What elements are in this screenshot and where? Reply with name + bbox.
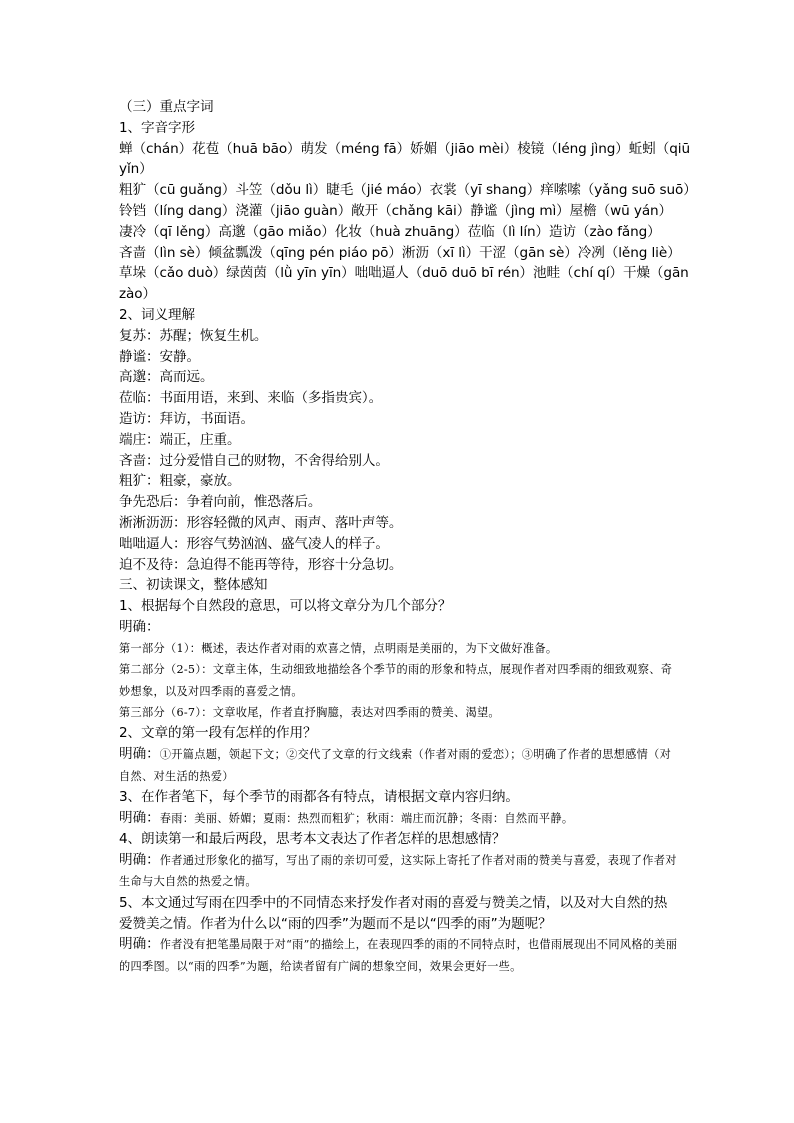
definition-line: 争先恐后：争着向前，惟恐落后。 [119,494,322,511]
pronunciation-line: 蝉（chán）花苞（huā bāo）萌发（méng fā）娇媚（jiāo mèi）棱镜（léng jìng）蚯蚓（qiū [119,140,690,157]
answer-lead: 明确： [119,746,160,763]
document-body [119,97,697,977]
pronunciation-line: 粗犷（cū guǎng）斗笠（dǒu lì）睫毛（jié máo）衣裳（yī shang）痒嗦嗦（yǎng suō suō） [119,182,697,199]
definition-line: 迫不及待：急迫得不能再等待，形容十分急切。 [119,556,403,573]
pronunciation-line: 铃铛（líng dang）浇灌（jiāo guàn）敞开（chǎng kāi）静谧（jìng mì）屋檐（wū yán） [119,202,673,219]
answer-lead: 明确： [119,936,160,953]
pronunciation-line: zào） [119,286,156,303]
section-title-reading: 三、初读课文，整体感知 [119,577,268,594]
answer-4 [119,850,679,893]
answer-2 [119,744,679,787]
subsection-title-pronunciation: 1、字音字形 [119,119,196,136]
answer-text: ①开篇点题，领起下文；②交代了文章的行文线索（作者对雨的爱恋）；③明确了作者的思想感情（对自然、对生活的热爱） [119,748,672,783]
definition-line: 端庄：端正，庄重。 [119,431,241,448]
definition-line: 复苏：苏醒；恢复生机。 [119,327,268,344]
answer-part-1: 第一部分（1）：概述，表达作者对雨的欢喜之情，点明雨是美丽的，为下文做好准备。 [119,641,558,655]
subsection-title-definitions: 2、词义理解 [119,306,196,323]
question-1: 1、根据每个自然段的意思，可以将文章分为几个部分？ [119,598,452,615]
answer-lead: 明确： [119,809,160,826]
definition-line: 莅临：书面用语，来到、来临（多指贵宾）。 [119,390,383,407]
answer-text: 作者没有把笔墨局限于对“雨”的描绘上，在表现四季的雨的不同特点时，也借雨展现出不同风格的美丽的四季图。以“雨的四季”为题，给读者留有广阔的想象空间，效果会更好一些。 [119,938,678,973]
answer-text: 春雨：美丽、娇媚；夏雨：热烈而粗犷；秋雨：端庄而沉静；冬雨：自然而平静。 [159,811,574,825]
answer-text: 作者通过形象化的描写，写出了雨的亲切可爱，这实际上寄托了作者对雨的赞美与喜爱，表现了作者对生命与大自然的热爱之情。 [119,853,677,889]
definition-line: 静谧：安静。 [119,348,200,365]
pronunciation-line: 凄冷（qī lěng）高邈（gāo miǎo）化妆（huà zhuāng）莅临（lì lín）造访（zào fǎng） [119,223,661,240]
definition-line: 淅淅沥沥：形容轻微的风声、雨声、落叶声等。 [119,514,403,531]
definition-line: 造访：拜访，书面语。 [119,410,254,427]
question-5: 5、本文通过写雨在四季中的不同情态来抒发作者对雨的喜爱与赞美之情，以及对大自然的热爱赞美之情。作者为什么以“雨的四季”为题而不是以“四季的雨”为题呢？ [119,894,668,932]
answer-part-2: 第二部分（2-5）：文章主体，生动细致地描绘各个季节的雨的形象和特点，展现作者对四季雨的细致观察、奇妙想象，以及对四季雨的喜爱之情。 [119,663,673,698]
answer-lead: 明确： [119,851,160,868]
answer-part-3: 第三部分（6-7）：文章收尾，作者直抒胸臆，表达对四季雨的赞美、渴望。 [119,705,500,719]
question-4: 4、朗读第一和最后两段，思考本文表达了作者怎样的思想感情？ [119,831,506,848]
answer-lead: 明确： [119,618,160,635]
pronunciation-line: 草垛（cǎo duò）绿茵茵（lǜ yīn yīn）咄咄逼人（duō duō bī rén）池畦（chí qí）干燥（gān [119,265,689,282]
section-title-key-words: （三）重点字词 [119,99,214,115]
definition-line: 咄咄逼人：形容气势汹汹、盛气凌人的样子。 [119,535,389,552]
definition-line: 粗犷：粗豪，豪放。 [119,473,241,490]
question-2: 2、文章的第一段有怎样的作用？ [119,725,317,742]
question-3: 3、在作者笔下，每个季节的雨都各有特点，请根据文章内容归纳。 [119,788,519,805]
definition-line: 吝啬：过分爱惜自己的财物，不舍得给别人。 [119,452,389,469]
pronunciation-line: yǐn） [119,161,153,178]
answer-3 [119,808,679,829]
definition-line: 高邈：高而远。 [119,369,214,386]
pronunciation-line: 吝啬（lìn sè）倾盆瓢泼（qīng pén piáo pō）淅沥（xī lì）干涩（gān sè）冷冽（lěng liè） [119,244,681,261]
answer-5 [119,934,679,977]
